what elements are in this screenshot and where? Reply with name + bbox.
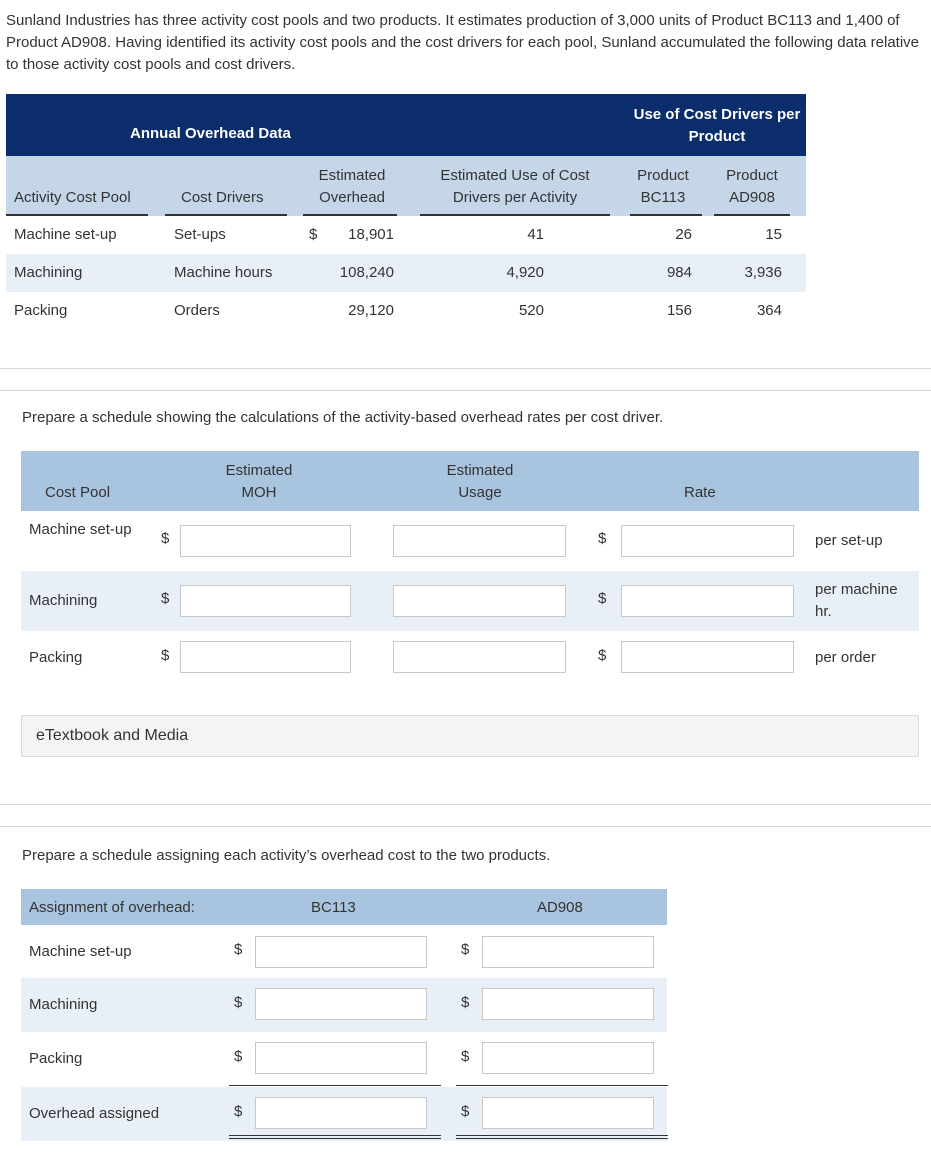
estimated-overhead: 108,240: [339, 264, 394, 281]
col-estimated-moh: Estimated MOH: [225, 462, 293, 501]
use-bc113: 26: [675, 226, 692, 243]
assignment-label: Packing: [29, 1050, 83, 1067]
currency-sign: $: [461, 994, 470, 1011]
overhead-data-header: [6, 94, 806, 156]
bc113-setup-input[interactable]: [255, 936, 427, 968]
problem-intro: Sunland Industries has three activity cost pools and two products. It estimates production of 3,000 units of Product BC113 and 1,400 of Product AD908. Having identified its activity cost pools and the cost drivers for each pool, Sunland accumulated the following data relative to those activity cost pools and cost drivers.: [6, 12, 920, 73]
ad908-packing-input[interactable]: [482, 1042, 654, 1074]
rates-header: [21, 451, 919, 511]
currency-sign: $: [598, 590, 607, 607]
rates-schedule: [21, 451, 919, 685]
col-rate: Rate: [684, 484, 716, 501]
rate-input-packing[interactable]: [621, 641, 794, 673]
bc113-machining-input[interactable]: [255, 988, 427, 1020]
moh-input-setup[interactable]: [180, 525, 351, 557]
col-estimated-use: Estimated Use of Cost Drivers per Activity: [440, 167, 590, 206]
currency-sign: $: [461, 941, 470, 958]
currency-sign: $: [461, 1048, 470, 1065]
use-ad908: 15: [765, 226, 782, 243]
col-cost-pool: Cost Pool: [45, 484, 111, 501]
cost-pool-label: Machining: [29, 592, 98, 609]
activity-pool: Packing: [14, 302, 68, 319]
cost-pool-label: Packing: [29, 649, 83, 666]
divider: [0, 368, 931, 369]
etextbook-label: eTextbook and Media: [36, 727, 189, 744]
usage-input-setup[interactable]: [393, 525, 566, 557]
use-bc113: 156: [666, 302, 692, 319]
rate-unit-label: per machine hr.: [815, 581, 898, 620]
column-headers: [6, 156, 806, 216]
use-bc113: 984: [666, 264, 692, 281]
etextbook-media-button[interactable]: [21, 715, 919, 757]
currency-sign: $: [461, 1103, 470, 1120]
currency-sign: $: [234, 1103, 243, 1120]
divider: [0, 390, 931, 391]
currency-sign: $: [309, 226, 318, 243]
cost-driver: Orders: [174, 302, 220, 319]
currency-sign: $: [598, 530, 607, 547]
divider: [0, 826, 931, 827]
currency-sign: $: [161, 530, 170, 547]
estimated-use: 41: [527, 226, 544, 243]
col-product-ad908: Product AD908: [726, 167, 778, 206]
col-product-bc113: Product BC113: [637, 167, 689, 206]
assignment-schedule: [21, 889, 667, 1141]
table-row: [6, 292, 806, 330]
group-title: Use of Cost Drivers per Product: [633, 106, 801, 145]
cost-driver: Machine hours: [174, 264, 273, 281]
moh-input-machining[interactable]: [180, 585, 351, 617]
ad908-total-input[interactable]: [482, 1097, 654, 1129]
activity-pool: Machining: [14, 264, 83, 281]
col-assignment-label: Assignment of overhead:: [29, 899, 195, 916]
usage-input-packing[interactable]: [393, 641, 566, 673]
use-ad908: 3,936: [744, 264, 782, 281]
estimated-use: 4,920: [506, 264, 544, 281]
col-cost-drivers: Cost Drivers: [181, 189, 264, 206]
rate-input-machining[interactable]: [621, 585, 794, 617]
col-estimated-usage: Estimated Usage: [446, 462, 514, 501]
rate-unit-label: per order: [815, 649, 876, 666]
assignment-label: Machining: [29, 996, 98, 1013]
table-row: [21, 925, 667, 978]
table-row: [6, 254, 806, 292]
ad908-machining-input[interactable]: [482, 988, 654, 1020]
col-activity-cost-pool: Activity Cost Pool: [14, 189, 131, 206]
bc113-total-input[interactable]: [255, 1097, 427, 1129]
assignment-label: Overhead assigned: [29, 1105, 160, 1122]
currency-sign: $: [234, 994, 243, 1011]
assignment-label: Machine set-up: [29, 943, 132, 960]
estimated-overhead: 29,120: [348, 302, 394, 319]
moh-input-packing[interactable]: [180, 641, 351, 673]
use-ad908: 364: [756, 302, 782, 319]
overhead-data-table: [6, 94, 806, 330]
cost-driver: Set-ups: [174, 226, 226, 243]
table-row: [6, 216, 806, 254]
currency-sign: $: [234, 941, 243, 958]
divider: [0, 804, 931, 805]
bc113-packing-input[interactable]: [255, 1042, 427, 1074]
table-row: [21, 571, 919, 631]
currency-sign: $: [161, 647, 170, 664]
currency-sign: $: [234, 1048, 243, 1065]
activity-pool: Machine set-up: [14, 226, 117, 243]
table-row: [21, 1032, 667, 1087]
table-row: [21, 631, 919, 685]
prompt-assignment: Prepare a schedule assigning each activity’s overhead cost to the two products.: [22, 847, 551, 864]
table-row: [21, 1087, 667, 1141]
table-row: [21, 978, 667, 1032]
col-bc113: BC113: [311, 899, 356, 916]
usage-input-machining[interactable]: [393, 585, 566, 617]
estimated-overhead: 18,901: [348, 226, 394, 243]
currency-sign: $: [161, 590, 170, 607]
assignment-header: [21, 889, 667, 925]
rate-input-setup[interactable]: [621, 525, 794, 557]
prompt-rates: Prepare a schedule showing the calculations of the activity-based overhead rates per cost driver.: [22, 409, 664, 426]
estimated-use: 520: [518, 302, 544, 319]
col-ad908: AD908: [537, 899, 583, 916]
rate-unit-label: per set-up: [815, 532, 883, 549]
currency-sign: $: [598, 647, 607, 664]
table-title: Annual Overhead Data: [130, 125, 291, 142]
ad908-setup-input[interactable]: [482, 936, 654, 968]
cost-pool-label: Machine set-up: [29, 521, 132, 538]
col-estimated-overhead: Estimated Overhead: [318, 167, 386, 206]
table-row: [21, 511, 919, 571]
